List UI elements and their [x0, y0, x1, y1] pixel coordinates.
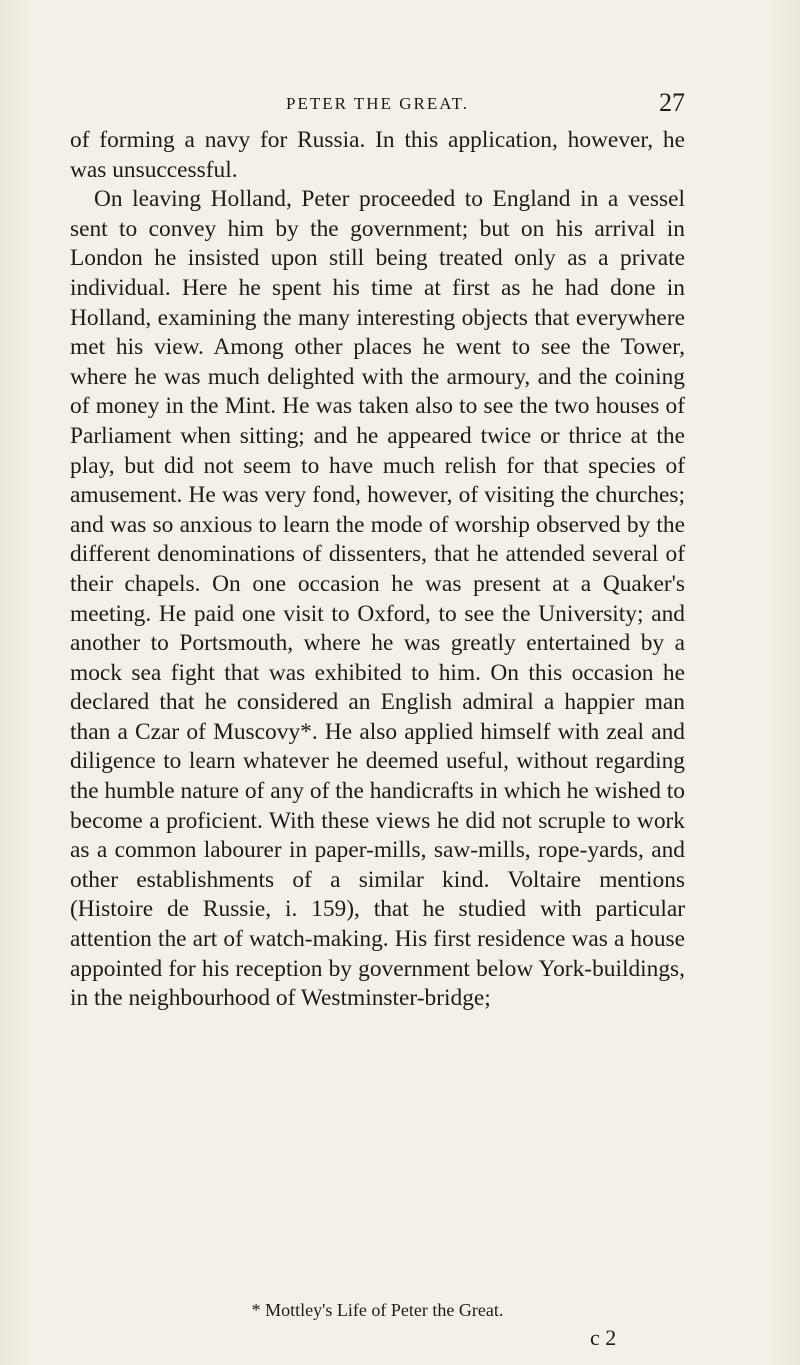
running-title: PETER THE GREAT. [286, 94, 469, 113]
footnote: * Mottley's Life of Peter the Great. [251, 1300, 504, 1320]
page-number: 27 [659, 88, 685, 117]
signature-mark: c 2 [590, 1325, 617, 1350]
paragraph-2: On leaving Holland, Peter proceeded to England in a vessel sent to convey him by the government; but on his arrival in London he insisted upon still being treated only as a private individual. Here he spent his time at first as he had done in Holland, examining the many interesting objects that everywhere met his view. Among other places he went to see the Tower, where he was much delighted with the armoury, and the coining of money in the Mint. He was taken also to see the two houses of Parliament when sitting; and he appeared twice or thrice at the play, but did not seem to have much relish for that species of amusement. He was very fond, however, of visiting the churches; and was so anxious to learn the mode of worship observed by the different denominations of dissenters, that he attended several of their chapels. On one occasion he was present at a Quaker's meeting. He paid one visit to Oxford, to see the University; and another to Portsmouth, where he was greatly entertained by a mock sea fight that was exhibited to him. On this occasion he declared that he considered an English admiral a happier man than a Czar of Muscovy*. He also applied himself with zeal and diligence to learn whatever he deemed useful, without regarding the humble nature of any of the handicrafts in which he wished to become a proficient. With these views he did not scruple to work as a common labourer in paper-mills, saw-mills, rope-yards, and other establishments of a similar kind. Voltaire mentions (Histoire de Russie, i. 159), that he studied with particular attention the art of watch-making. His first residence was a house appointed for his reception by government below York-buildings, in the neighbourhood of Westminster-bridge; [70, 186, 685, 1012]
running-head [70, 88, 685, 118]
body-text [70, 126, 685, 1014]
paragraph-1: of forming a navy for Russia. In this application, however, he was unsuccessful. [70, 127, 685, 183]
